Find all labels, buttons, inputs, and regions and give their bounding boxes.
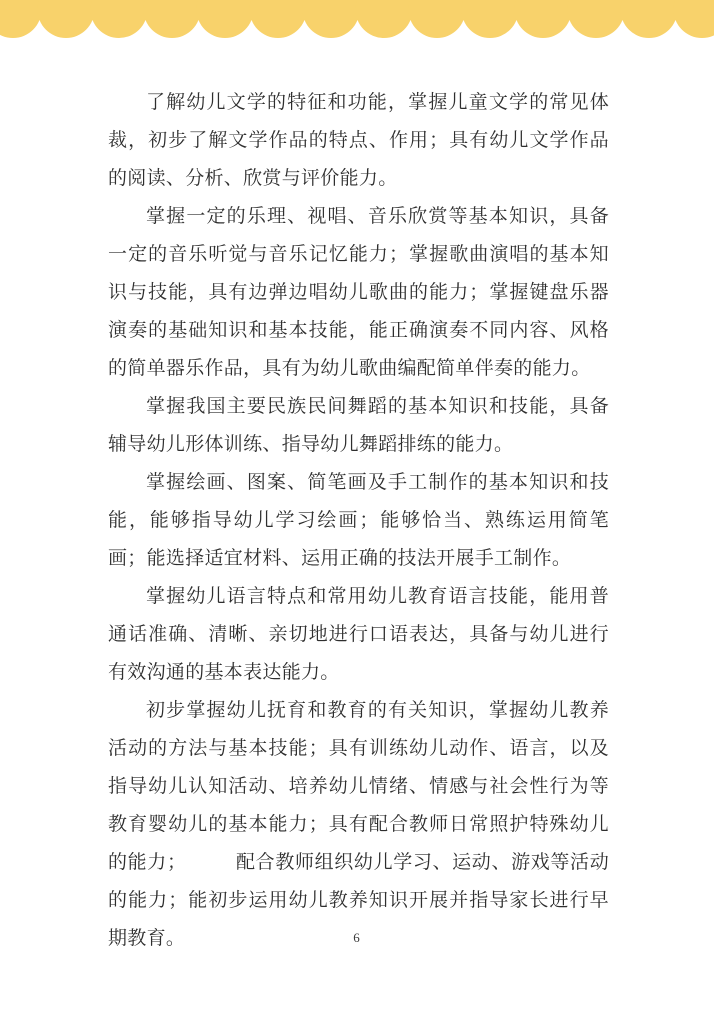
paragraph-language: 掌握幼儿语言特点和常用幼儿教育语言技能，能用普通话准确、清晰、亲切地进行口语表达，具备与幼儿进行有效沟通的基本表达能力。 bbox=[108, 586, 609, 683]
scalloped-top-border bbox=[0, 0, 714, 44]
page-number: 6 bbox=[353, 930, 361, 945]
paragraph-literature: 了解幼儿文学的特征和功能，掌握儿童文学的常见体裁，初步了解文学作品的特点、作用；具有幼儿文学作品的阅读、分析、欣赏与评价能力。 bbox=[108, 92, 609, 189]
paragraph-music: 掌握一定的乐理、视唱、音乐欣赏等基本知识，具备一定的音乐听觉与音乐记忆能力；掌握歌曲演唱的基本知识与技能，具有边弹边唱幼儿歌曲的能力；掌握键盘乐器演奏的基础知识和基本技能，能正确演奏不同内容、风格的简单器乐作品，具有为幼儿歌曲编配简单伴奏的能力。 bbox=[108, 206, 609, 379]
paragraph-dance: 掌握我国主要民族民间舞蹈的基本知识和技能，具备辅导幼儿形体训练、指导幼儿舞蹈排练的能力。 bbox=[108, 396, 609, 455]
paragraph-art: 掌握绘画、图案、简笔画及手工制作的基本知识和技能，能够指导幼儿学习绘画；能够恰当、熟练运用简笔画；能选择适宜材料、运用正确的技法开展手工制作。 bbox=[108, 472, 609, 569]
body-text bbox=[108, 84, 609, 958]
paragraph-childcare: 初步掌握幼儿抚育和教育的有关知识，掌握幼儿教养活动的方法与基本技能；具有训练幼儿动作、语言，以及指导幼儿认知活动、培养幼儿情绪、情感与社会性行为等教育婴幼儿的基本能力；具有配合教师日常照护特殊幼儿的能力； 配合教师组织幼儿学习、运动、游戏等活动的能力；能初步运用幼儿教养知识开展并指导家长进行早期教育。 bbox=[108, 700, 609, 949]
scallop-bumps bbox=[0, 0, 714, 38]
